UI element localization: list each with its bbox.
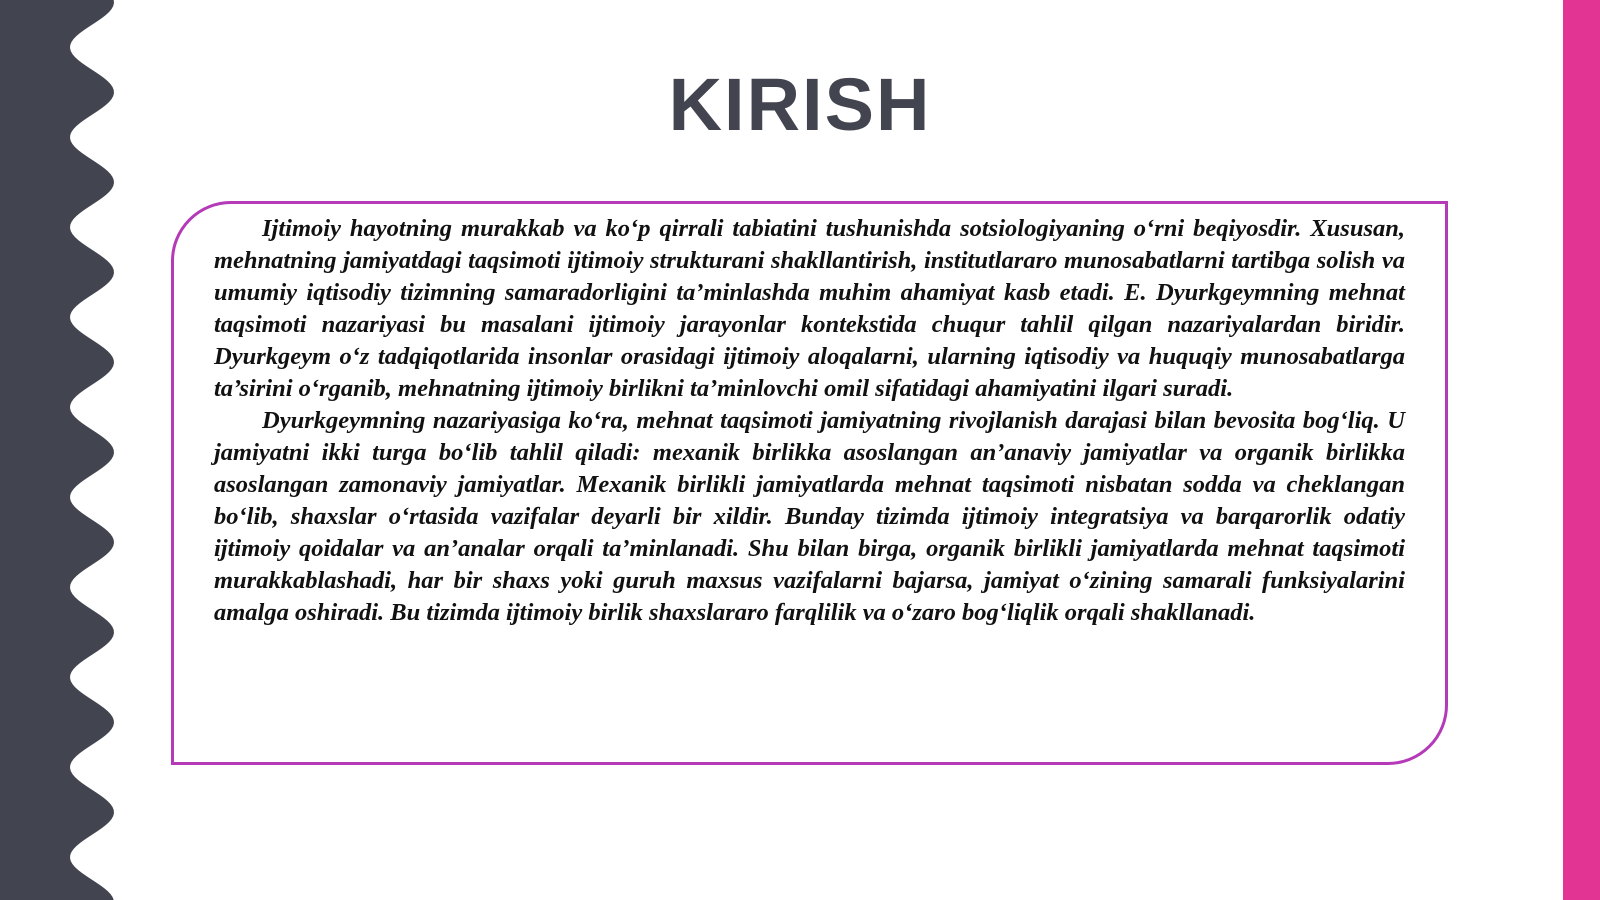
paragraph-theory: Dyurkgeymning nazariyasiga ko‘ra, mehnat taqsimoti jamiyatning rivojlanish darajasi bilan bevosita bog‘liq. U jamiyatni ikki turga bo‘lib tahlil qiladi: mexanik birlikka asoslangan an’anaviy jamiyatlar va organik birlikka asoslangan zamonaviy jamiyatlar. Mexanik birlikli jamiyatlarda mehnat taqsimoti nisbatan sodda va cheklangan bo‘lib, shaxslar o‘rtasida vazifalar deyarli bir xildir. Bunday tizimda ijtimoiy integratsiya va barqarorlik odatiy ijtimoiy qoidalar va an’analar orqali ta’minlanadi. Shu bilan birga, organik birlikli jamiyatlarda mehnat taqsimoti murakkablashadi, har bir shaxs yoki guruh maxsus vazifalarni bajarsa, jamiyat o‘zining samarali funksiyalarini amalga oshiradi. Bu tizimda ijtimoiy birlik shaxslararo farqlilik va o‘zaro bog‘liqlik orqali shakllanadi. bbox=[214, 407, 1405, 626]
slide-title bbox=[0, 60, 1600, 150]
slide-title-text: KIRISH bbox=[668, 63, 932, 146]
paragraph-intro: Ijtimoiy hayotning murakkab va ko‘p qirrali tabiatini tushunishda sotsiologiyaning o‘rni beqiyosdir. Xususan, mehnatning jamiyatdagi taqsimoti ijtimoiy strukturani shakllantirish, institutlararo munosabatlarni tartibga solish va umumiy iqtisodiy tizimning samaradorligini ta’minlashda muhim ahamiyat kasb etadi. E. Dyurkgeymning mehnat taqsimoti nazariyasi bu masalani ijtimoiy jarayonlar kontekstida chuqur tahlil qilgan nazariyalardan biridir. Dyurkgeym o‘z tadqiqotlarida insonlar orasidagi ijtimoiy aloqalarni, ularning iqtisodiy va huquqiy munosabatlarga ta’sirini o‘rganib, mehnatning ijtimoiy birlikni ta’minlovchi omil sifatidagi ahamiyatini ilgari suradi. bbox=[214, 215, 1405, 402]
text-box bbox=[171, 201, 1448, 765]
